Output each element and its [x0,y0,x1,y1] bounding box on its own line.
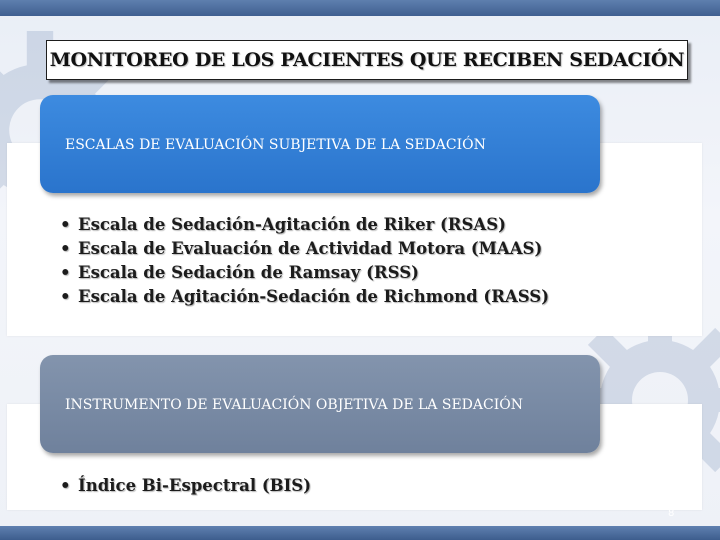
list-item: • Índice Bi-Espectral (BIS) [60,474,311,498]
subjective-heading: ESCALAS DE EVALUACIÓN SUBJETIVA DE LA SEDACIÓN [65,137,486,153]
bottom-frame-bar [0,526,720,540]
list-item: • Escala de Sedación de Ramsay (RSS) [60,261,549,285]
subjective-scale-list [60,213,549,309]
list-item: • Escala de Agitación-Sedación de Richmond (RASS) [60,285,549,309]
objective-heading: INSTRUMENTO DE EVALUACIÓN OBJETIVA DE LA SEDACIÓN [65,397,523,413]
objective-heading-box [40,355,600,453]
list-item: • Escala de Sedación-Agitación de Riker (RSAS) [60,213,549,237]
subjective-heading-box [40,95,600,193]
list-item: • Escala de Evaluación de Actividad Motora (MAAS) [60,237,549,261]
slide-title: MONITOREO DE LOS PACIENTES QUE RECIBEN SEDACIÓN [46,40,688,80]
objective-instrument-list [60,474,311,498]
page-number: 8 [668,508,675,519]
top-frame-bar [0,0,720,16]
